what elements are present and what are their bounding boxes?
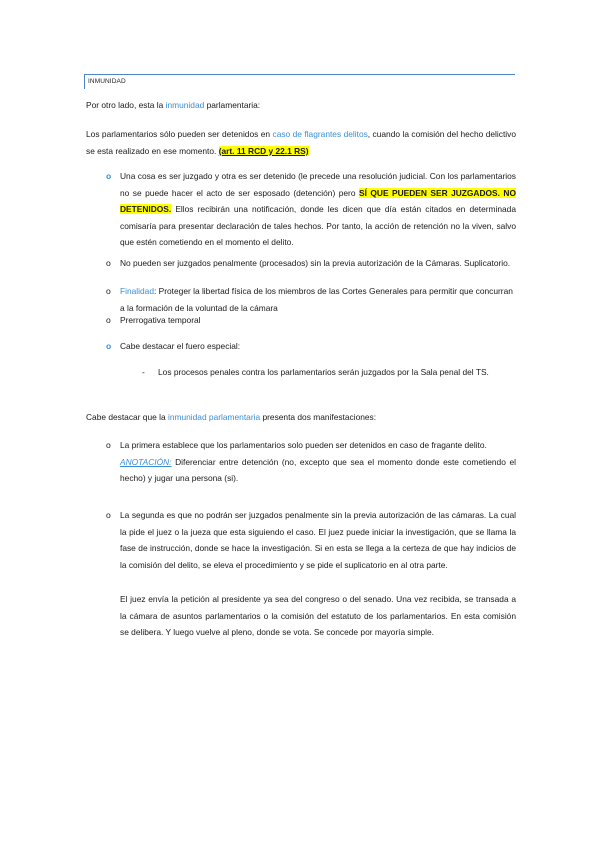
- para2-text-end: presenta dos manifestaciones:: [260, 412, 377, 422]
- bullet-marker: o: [106, 440, 111, 450]
- bullet-marker: o: [106, 510, 111, 520]
- page-header: [84, 74, 515, 89]
- intro-paragraph: [86, 97, 516, 114]
- para2-text: Cabe destacar que la: [86, 412, 168, 422]
- anotacion-text: Diferenciar entre detención (no, excepto que sea el momento donde este cometiendo el hecho) y jugar una persona (si).: [120, 456, 516, 483]
- bullet-marker: o: [106, 171, 112, 181]
- header-title: INMUNIDAD: [88, 78, 126, 85]
- bullet-judged-vs-detained: [120, 168, 516, 251]
- bullet2-text: No pueden ser juzgados penalmente (procesados) sin la previa autorización de la Cámaras. Suplicatorio.: [120, 258, 511, 268]
- procedimiento-text: El juez envía la petición al presidente ya sea del congreso o del senado. Una vez recibida, se transada a la cámara de asuntos parlamentarios o la comisión del estatuto de los parlamentarios. En esta comisión se delibera. Y luego vuelve al pleno, donde se vota. Se concede por mayoría simple.: [120, 594, 516, 637]
- bullet1-text-end: Ellos recibirán una notificación, donde les dicen que día están citados en determinada comisaría para presentar declaración de tales hechos. Por tanto, la acción de retención no la viven, salvo que estén cometiendo en el momento el delito.: [120, 204, 516, 247]
- bullet-marker: o: [106, 258, 111, 268]
- paragraph-procedimiento: [120, 591, 516, 641]
- finalidad-term: Finalidad: [120, 286, 154, 296]
- bullet-segunda: [120, 507, 516, 573]
- subbullet-text: Los procesos penales contra los parlamentarios serán juzgados por la Sala penal del TS.: [158, 367, 489, 377]
- bullet-marker: o: [106, 286, 111, 296]
- para1-term: caso de flagrantes delitos: [272, 129, 368, 139]
- segunda-text: La segunda es que no podrán ser juzgados penalmente sin la previa autorización de las cámaras. La cual la pide el juez o la jueza que esta siguiendo el caso. El juez puede iniciar la investigación, que se llama la fase de instrucción, donde se hace la investigación. Si en esta se llega a la certeza de que hay indicios de la comisión del delito, se eleva el procedimiento y se pide el suplicatorio en al otra parte.: [120, 510, 516, 570]
- anotacion-label: ANOTACIÓN:: [120, 456, 172, 467]
- bullet-primera: [120, 437, 516, 487]
- intro-text-end: parlamentaria:: [204, 100, 261, 110]
- prerrogativa-text: Prerrogativa temporal: [120, 315, 201, 325]
- finalidad-text: : Proteger la libertad física de los miembros de las Cortes Generales para permitir que concurran a la formación de la voluntad de la cámara: [120, 286, 513, 313]
- bullet-marker: o: [106, 315, 111, 325]
- primera-text: La primera establece que los parlamentarios solo pueden ser detenidos en caso de fragante delito.: [120, 440, 487, 450]
- para1-text: Los parlamentarios sólo pueden ser detenidos en: [86, 129, 273, 139]
- subbullet-sala-penal: [158, 364, 518, 381]
- bullet-suplicatorio: [120, 255, 516, 272]
- paragraph-flagrant: [86, 126, 516, 159]
- bullet1-text: Una cosa es ser juzgado y otra es ser detenido (le precede una resolución judicial. Con los parlamentarios no se puede hacer el acto de ser esposado (detención) pero: [120, 171, 516, 198]
- para1-text-mid: , cuando la comisión del hecho delictivo se esta realizado en ese momento.: [86, 129, 516, 156]
- intro-term: inmunidad: [165, 100, 205, 110]
- dash-marker: -: [142, 367, 145, 377]
- bullet1-highlight: SÍ QUE PUEDEN SER JUZGADOS. NO DETENIDOS.: [120, 187, 516, 214]
- intro-text: Por otro lado, esta la: [86, 100, 166, 110]
- bullet-fuero-especial: [120, 338, 516, 355]
- para1-reference: (art. 11 RCD y 22.1 RS): [218, 145, 309, 156]
- para2-term: inmunidad parlamentaria: [167, 412, 261, 422]
- fuero-text: Cabe destacar el fuero especial:: [120, 341, 241, 351]
- paragraph-manifestaciones: [86, 409, 516, 426]
- bullet-prerrogativa: [120, 312, 516, 329]
- bullet-marker: o: [106, 341, 112, 351]
